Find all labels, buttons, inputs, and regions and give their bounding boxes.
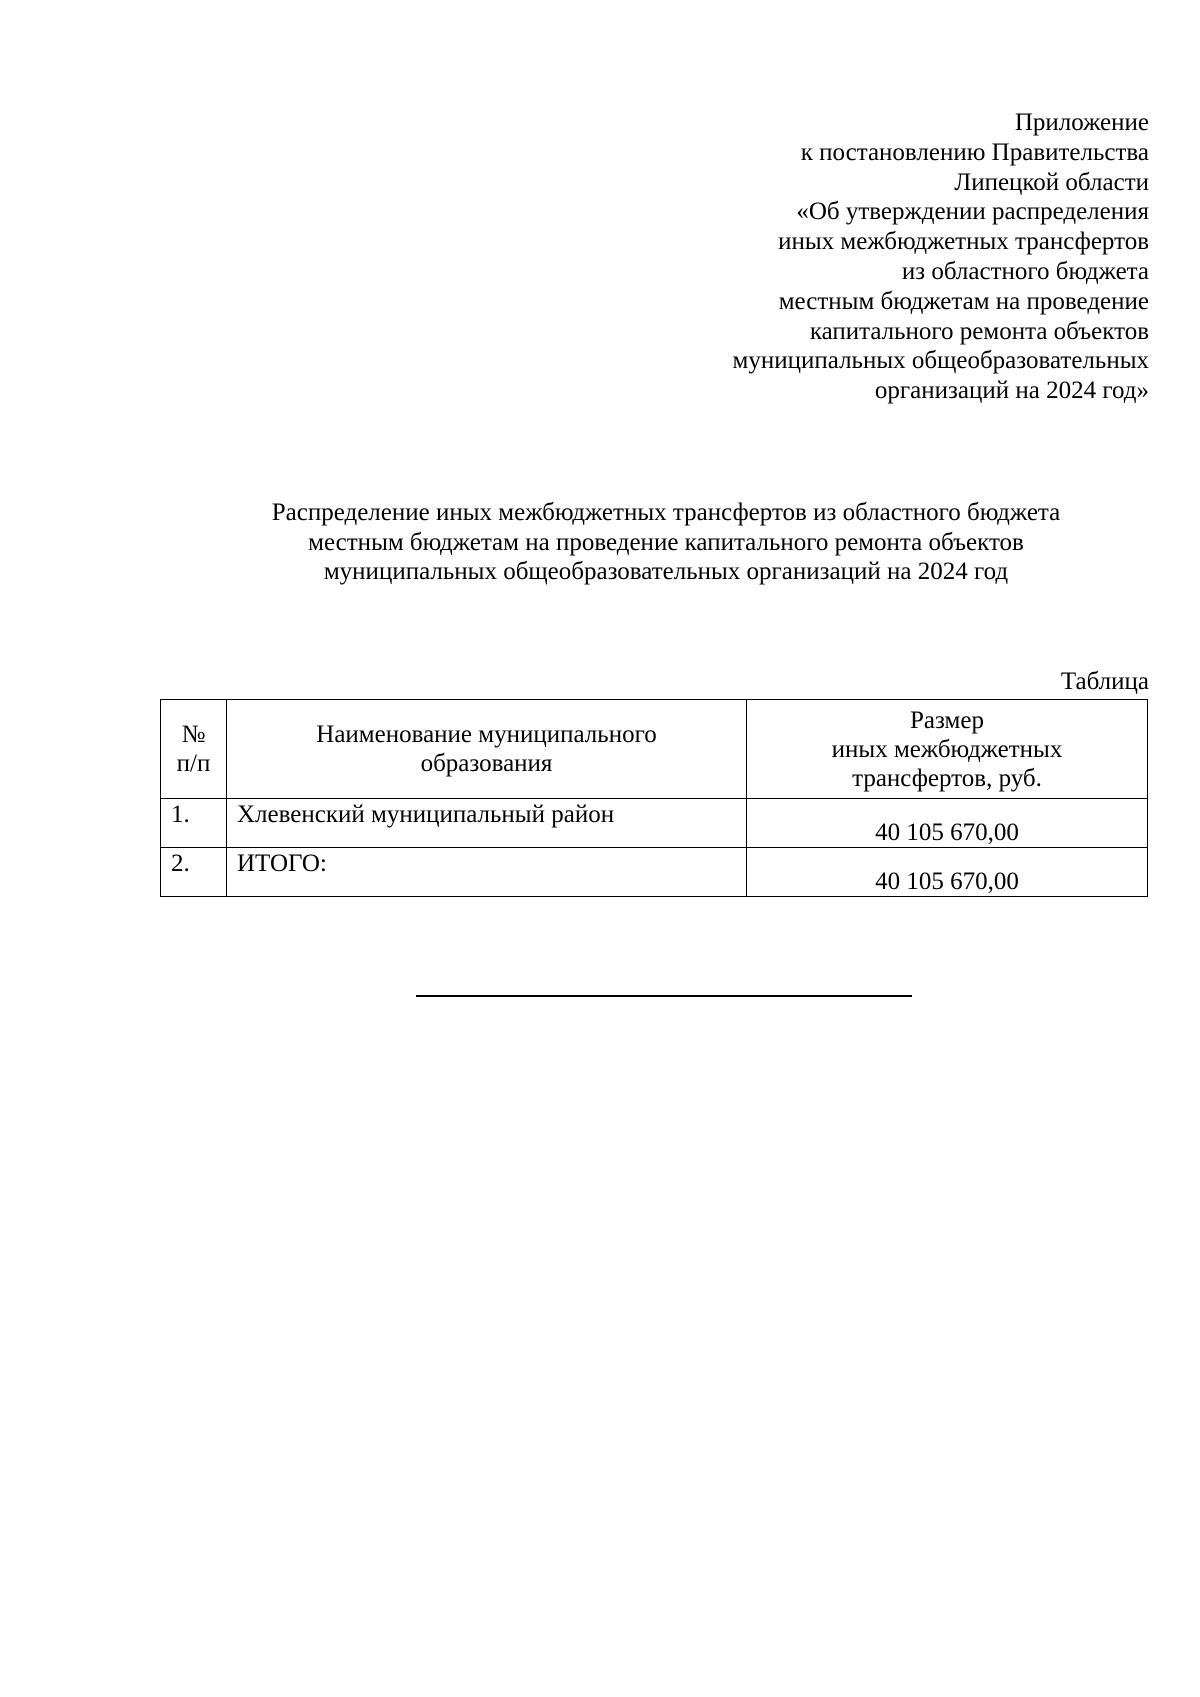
- appendix-line: Приложение: [1014, 109, 1149, 136]
- table-row-total: [161, 848, 1148, 897]
- row-amount: 40 105 670,00: [747, 799, 1148, 848]
- appendix-line: «Об утверждении распределения: [796, 198, 1149, 226]
- row-number: 1.: [161, 799, 227, 848]
- header-amount: [747, 700, 1148, 799]
- appendix-line: местным бюджетам на проведение: [778, 287, 1149, 315]
- table-row: [161, 799, 1148, 848]
- title-line: местным бюджетам на проведение капитального ремонта объектов: [308, 528, 1024, 556]
- header-name: [227, 700, 747, 799]
- document-title: [160, 498, 1172, 587]
- appendix-line: организаций на 2024 год»: [874, 377, 1149, 405]
- row-municipality-name: Хлевенский муниципальный район: [227, 799, 747, 848]
- appendix-line: к постановлению Правительства: [800, 138, 1149, 166]
- appendix-line: Липецкой области: [954, 168, 1149, 196]
- header-name-line: образования: [420, 750, 553, 777]
- header-name-line: Наименование муниципального: [316, 721, 657, 748]
- row-total-amount: 40 105 670,00: [747, 848, 1148, 897]
- row-number: 2.: [161, 848, 227, 897]
- header-amount-line: Размер: [910, 706, 984, 734]
- header-number-line: №: [181, 721, 206, 748]
- appendix-line: капитального ремонта объектов: [809, 317, 1149, 345]
- distribution-table: [160, 699, 1148, 897]
- end-separator-line: [416, 995, 912, 997]
- header-amount-line: трансфертов, руб.: [852, 764, 1042, 792]
- title-line: Распределение иных межбюджетных трансфертов из областного бюджета: [271, 499, 1061, 526]
- header-number: [161, 700, 227, 799]
- appendix-line: из областного бюджета: [901, 257, 1149, 285]
- title-line: муниципальных общеобразовательных организаций на 2024 год: [323, 558, 1009, 585]
- header-number-line: п/п: [176, 750, 211, 777]
- appendix-line: иных межбюджетных трансфертов: [778, 228, 1149, 256]
- appendix-block: [589, 108, 1149, 406]
- table-header-row: [161, 700, 1148, 799]
- row-total-label: ИТОГО:: [227, 848, 747, 897]
- table-caption: Таблица: [1060, 668, 1149, 695]
- appendix-line: муниципальных общеобразовательных: [732, 347, 1149, 375]
- header-amount-line: иных межбюджетных: [831, 735, 1063, 763]
